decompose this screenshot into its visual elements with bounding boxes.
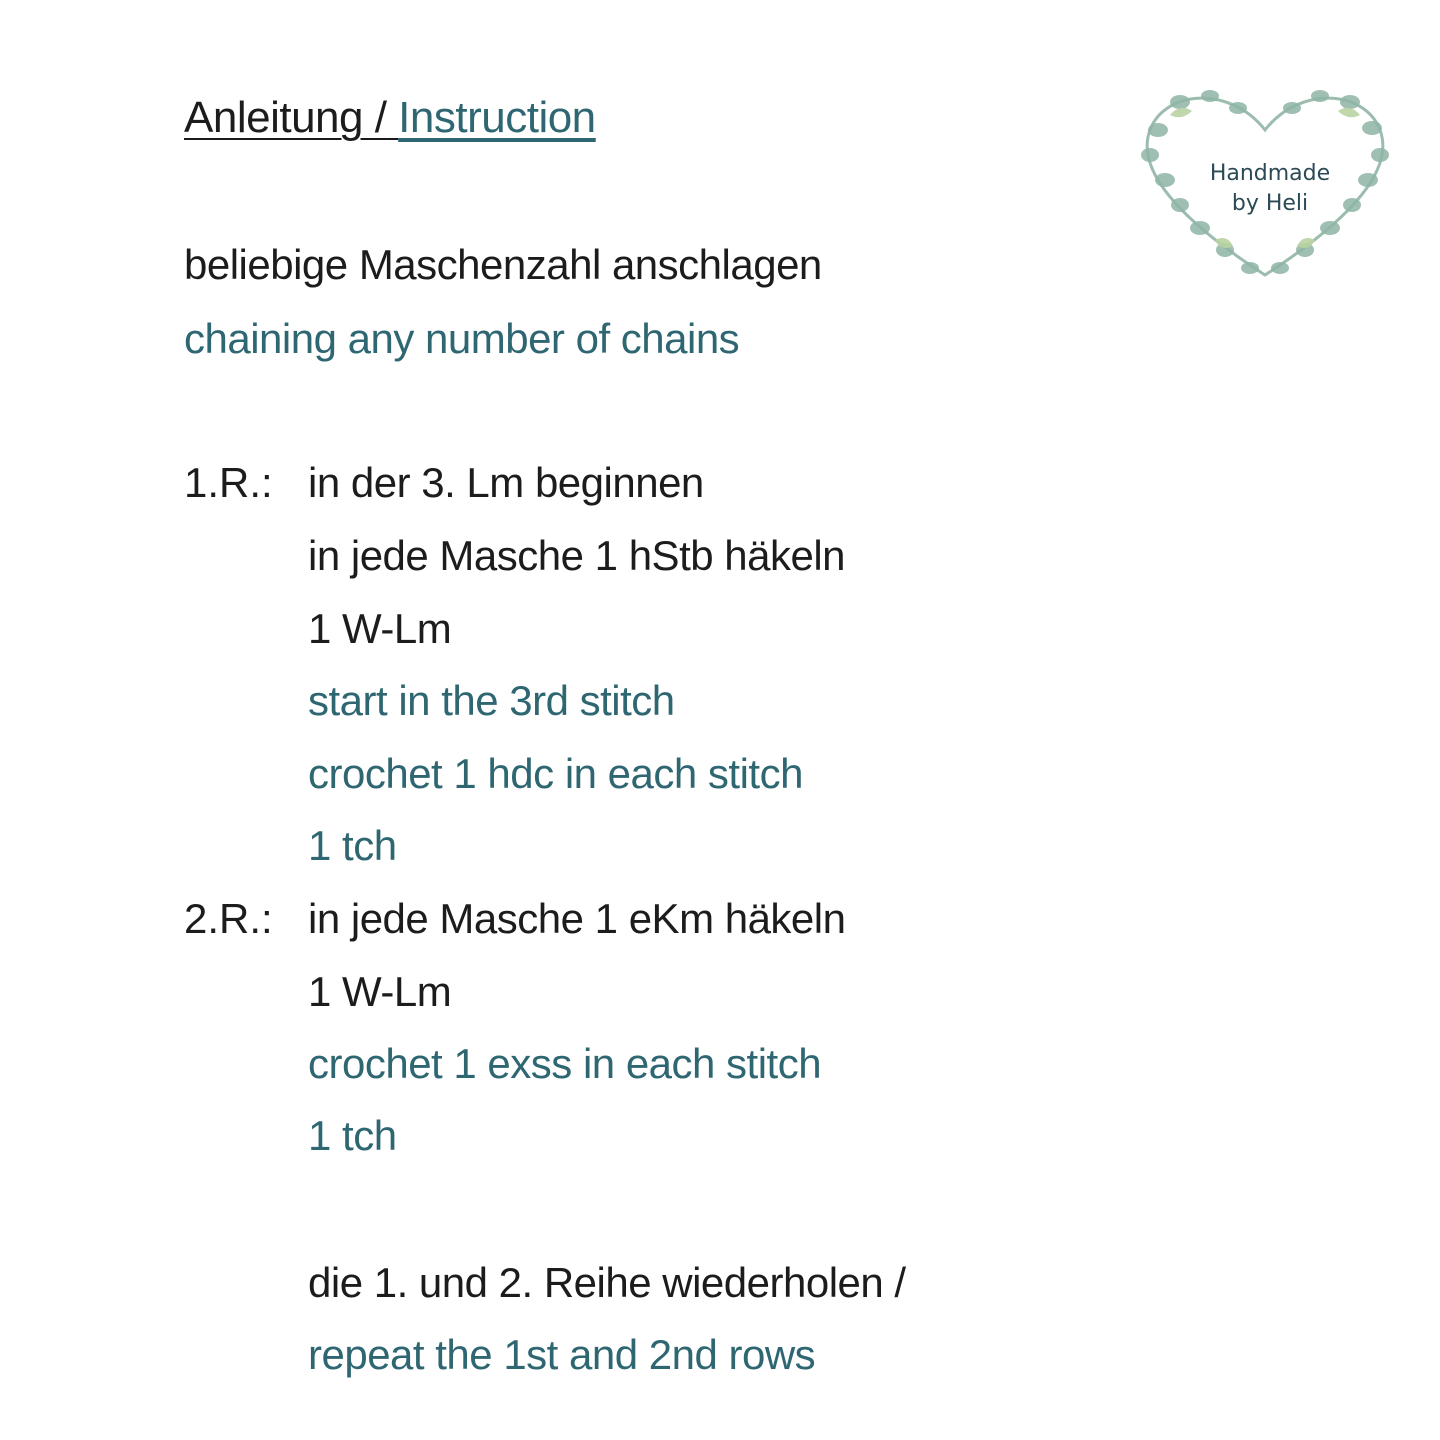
- row2-english-1: crochet 1 exss in each stitch: [308, 1040, 822, 1087]
- row1-english-2: crochet 1 hdc in each stitch: [308, 750, 803, 797]
- intro-german: beliebige Maschenzahl anschlagen: [184, 241, 822, 288]
- row2-german-2: 1 W-Lm: [308, 968, 452, 1015]
- page-title: [184, 93, 596, 142]
- row1-label: 1.R.:: [184, 459, 273, 506]
- row1-german-3: 1 W-Lm: [308, 605, 452, 652]
- intro-english: chaining any number of chains: [184, 315, 740, 362]
- row2-label: 2.R.:: [184, 895, 273, 942]
- row2-english-2: 1 tch: [308, 1112, 397, 1159]
- row1-german-1: in der 3. Lm beginnen: [308, 459, 704, 506]
- logo-text-line1: Handmade: [1209, 161, 1331, 186]
- handmade-by-heli-logo: [1120, 60, 1410, 300]
- row1-english-3: 1 tch: [308, 822, 397, 869]
- row1-english-1: start in the 3rd stitch: [308, 677, 675, 724]
- logo-text-line2: by Heli: [1231, 191, 1309, 216]
- title-german: Anleitung /: [184, 93, 387, 142]
- title-english: Instruction: [398, 93, 596, 142]
- row1-german-2: in jede Masche 1 hStb häkeln: [308, 532, 846, 579]
- row2-german-1: in jede Masche 1 eKm häkeln: [308, 895, 846, 942]
- repeat-english: repeat the 1st and 2nd rows: [308, 1331, 816, 1378]
- repeat-german: die 1. und 2. Reihe wiederholen /: [308, 1259, 906, 1306]
